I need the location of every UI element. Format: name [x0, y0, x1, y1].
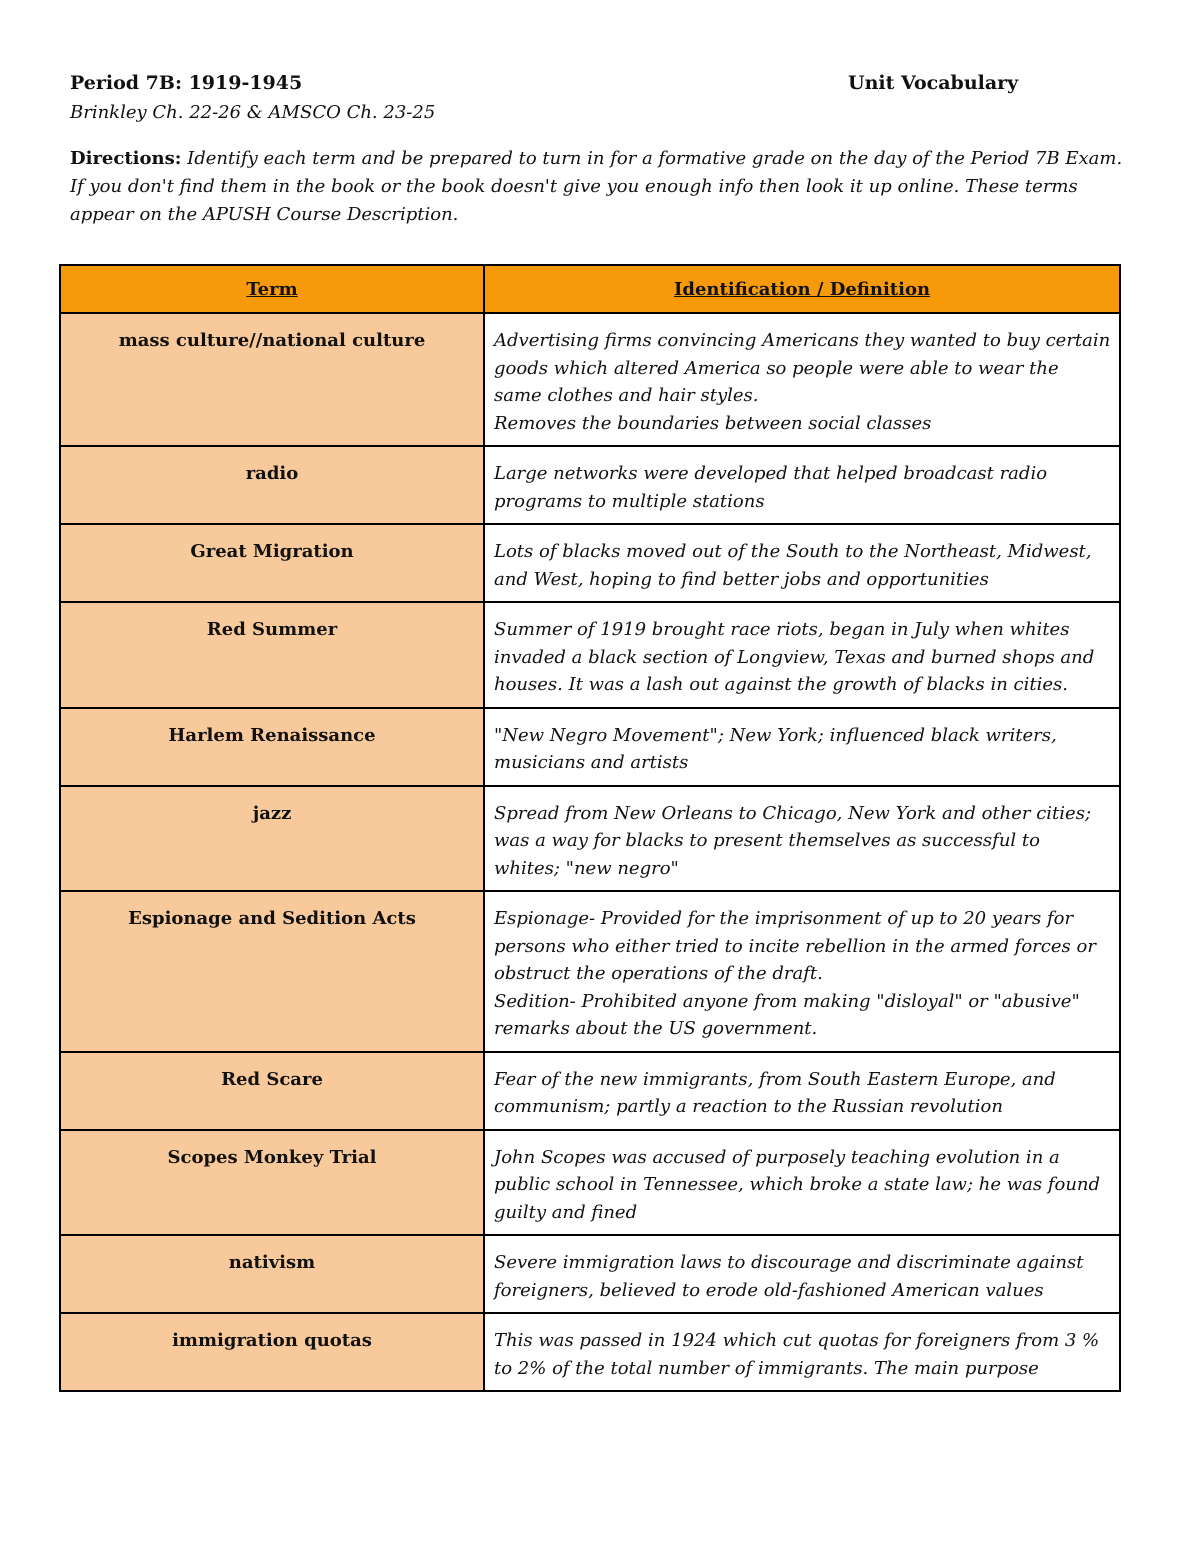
source-chapters: Brinkley Ch. 22-26 & AMSCO Ch. 23-25 — [70, 102, 436, 123]
term-cell: Great Migration — [60, 524, 484, 602]
definition-cell — [484, 446, 1120, 524]
table-header-row — [60, 265, 1120, 313]
definition-cell — [484, 708, 1120, 786]
definition-text: Spread from New Orleans to Chicago, New York and other cities; was a way for blacks to present themselves as successful to whites; "new negro" — [494, 802, 1092, 879]
directions-paragraph — [70, 145, 1130, 229]
term-cell: Scopes Monkey Trial — [60, 1130, 484, 1236]
definition-text: "New Negro Movement"; New York; influenced black writers, musicians and artists — [494, 724, 1057, 773]
term-cell: jazz — [60, 786, 484, 892]
definition-cell — [484, 524, 1120, 602]
directions-text: Identify each term and be prepared to turn in for a formative grade on the day of the Period 7B Exam. If you don't find them in the book or the book doesn't give you enough info then look it up online. These terms appear on the APUSH Course Description. — [70, 148, 1123, 225]
table-row — [60, 524, 1120, 602]
table-row — [60, 446, 1120, 524]
definition-text: Summer of 1919 brought race riots, began in July when whites invaded a black section of Longview, Texas and burned shops and houses. It was a lash out against the growth of blacks in cities. — [494, 619, 1095, 695]
table-row — [60, 708, 1120, 786]
table-row — [60, 313, 1120, 446]
term-cell: Red Scare — [60, 1052, 484, 1130]
table-row — [60, 1235, 1120, 1313]
definition-text: Advertising firms convincing Americans they wanted to buy certain goods which altered America so people were able to wear the same clothes and hair styles. — [494, 330, 1111, 406]
table-row — [60, 891, 1120, 1052]
definition-text: John Scopes was accused of purposely teaching evolution in a public school in Tennessee, which broke a state law; he was found guilty and fined — [494, 1146, 1101, 1223]
term-cell: immigration quotas — [60, 1313, 484, 1391]
term-cell: Red Summer — [60, 602, 484, 708]
table-row — [60, 602, 1120, 708]
table-row — [60, 786, 1120, 892]
document-header — [70, 72, 1130, 229]
definition-cell — [484, 891, 1120, 1052]
column-header-definition: Identification / Definition — [484, 265, 1120, 313]
table-row — [60, 1052, 1120, 1130]
definition-cell — [484, 1052, 1120, 1130]
definition-text: Fear of the new immigrants, from South Eastern Europe, and communism; partly a reaction to the Russian revolution — [494, 1068, 1056, 1117]
column-header-term: Term — [60, 265, 484, 313]
vocabulary-table — [59, 264, 1121, 1392]
definition-text: Espionage- Provided for the imprisonment of up to 20 years for persons who either tried to incite rebellion in the armed forces or obstruct the operations of the draft. — [494, 908, 1096, 984]
table-row — [60, 1130, 1120, 1236]
definition-cell — [484, 1235, 1120, 1313]
term-cell: radio — [60, 446, 484, 524]
term-cell: mass culture//national culture — [60, 313, 484, 446]
definition-text: Removes the boundaries between social classes — [494, 412, 932, 434]
definition-text: Large networks were developed that helped broadcast radio programs to multiple stations — [494, 463, 1048, 512]
definition-cell — [484, 1130, 1120, 1236]
definition-text: This was passed in 1924 which cut quotas for foreigners from 3 % to 2% of the total number of immigrants. The main purpose — [494, 1330, 1100, 1379]
definition-text: Sedition- Prohibited anyone from making "disloyal" or "abusive" remarks about the US government. — [494, 990, 1080, 1039]
definition-text: Severe immigration laws to discourage and discriminate against foreigners, believed to erode old-fashioned American values — [494, 1252, 1084, 1301]
period-title: Period 7B: 1919-1945 — [70, 72, 303, 94]
definition-cell — [484, 1313, 1120, 1391]
unit-title: Unit Vocabulary — [848, 72, 1019, 94]
definition-cell — [484, 786, 1120, 892]
definition-cell — [484, 602, 1120, 708]
definition-cell — [484, 313, 1120, 446]
term-cell: nativism — [60, 1235, 484, 1313]
vocabulary-table-body — [60, 313, 1120, 1391]
directions-label: Directions: — [70, 148, 182, 169]
table-row — [60, 1313, 1120, 1391]
header-title-line — [70, 72, 1130, 102]
term-cell: Harlem Renaissance — [60, 708, 484, 786]
term-cell: Espionage and Sedition Acts — [60, 891, 484, 1052]
definition-text: Lots of blacks moved out of the South to the Northeast, Midwest, and West, hoping to find better jobs and opportunities — [494, 541, 1092, 590]
